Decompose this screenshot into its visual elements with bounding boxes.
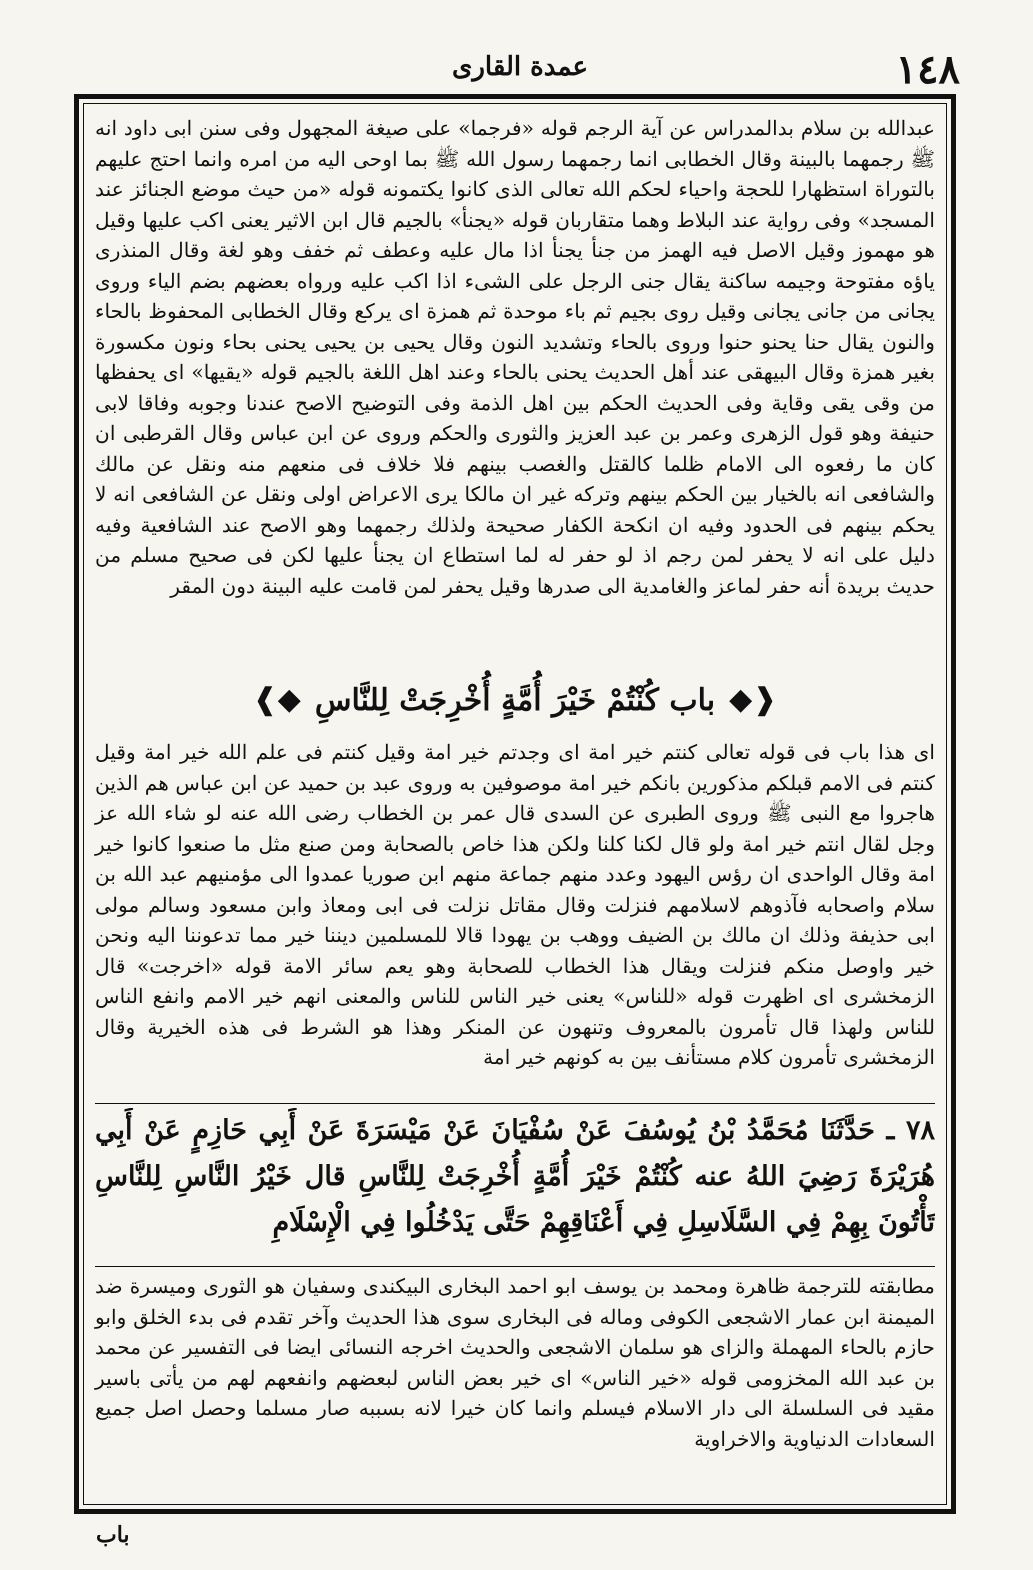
heading-ornament-right-icon: ❰◆ <box>729 682 778 717</box>
commentary-paragraph-1: عبدالله بن سلام بدالمدراس عن آية الرجم قوله «فرجما» على صيغة المجهول وفى سنن ابى داود انه ﷺ رجمهما بالبينة وقال الخطابى انما رجمهما رسول الله ﷺ بما اوحى اليه من امره وانما احتج عليهم بالتوراة استظهارا للحجة واحياء لحكم الله تعالى الذى كانوا يكتمونه قوله «من حيث موضع الجنائز عند المسجد» وفى رواية عند البلاط وهما متقاربان قوله «يجنأ» بالجيم قال ابن الاثير يعنى اكب عليها وقيل هو مهموز وقيل الاصل فيه الهمز من جنأ يجنأ اذا مال عليه وعطف ثم خفف وهو لغة وقال المنذرى ياؤه مفتوحة وجيمه ساكنة يقال جنى الرجل على الشىء اذا اكب عليه ورواه بعضهم بضم الياء وروى يجانى من جانى يجانى وقيل روى بجيم ثم باء موحدة ثم همزة اى يركع وقال الخطابى المحفوظ بالحاء والنون يقال حنا يحنو حنوا وروى بالحاء وتشديد النون وقال يحيى بن يحيى يحنى بحاء ونون مكسورة بغير همزة وقال البيهقى عند أهل الحديث يحنى بالحاء وعند اهل اللغة بالجيم قوله «يقيها» اى يحفظها من وقى يقى وقاية وفى الحديث الحكم بين اهل الذمة وفى التوضيح الاصح عندنا وجوبه وفاقا لابى حنيفة وهو قول الزهرى وعمر بن عبد العزيز والثورى والحكم وروى عن ابن عباس وقال القرطبى ان كان ما رفعوه الى الامام ظلما كالقتل والغصب بينهم فلا خلاف فى منعهم منه ونقل عن مالك والشافعى انه بالخيار بين الحكم بينهم وتركه غير ان مالكا يرى الاعراض اولى ونقل عن الشافعى انه لا يحكم بينهم فى الحدود وفيه ان انكحة الكفار صحيحة ولذلك رجمهما وهو الاصح عند الشافعية وفيه دليل على انه لا يحفر لمن رجم اذ لو حفر له لما استطاع ان يجنأ عليها لكن فى صحيح مسلم من حديث بريدة أنه حفر لماعز والغامدية الى صدرها وقيل يحفر لمن قامت عليه البينة دون المقر <box>95 116 935 598</box>
running-title: عمدة القارى <box>452 52 588 82</box>
page-number: ١٤٨ <box>895 46 960 93</box>
hadith-text: ٧٨ ـ حَدَّثَنَا مُحَمَّدُ بْنُ يُوسُفَ عَنْ سُفْيَانَ عَنْ مَيْسَرَةَ عَنْ أَبِي حَازِمٍ عَنْ أَبِي هُرَيْرَةَ رَضِيَ اللهُ عنه كُنْتُمْ خَيْرَ أُمَّةٍ أُخْرِجَتْ لِلنَّاسِ قال خَيْرُ النَّاسِ لِلنَّاسِ تَأْتُونَ بِهِمْ فِي السَّلَاسِلِ فِي أَعْنَاقِهِمْ حَتَّى يَدْخُلُوا فِي الْإِسْلَامِ <box>95 1115 935 1238</box>
chapter-heading-text: باب كُنْتُمْ خَيْرَ أُمَّةٍ أُخْرِجَتْ لِلنَّاسِ <box>314 682 716 718</box>
catchword: باب <box>96 1522 130 1548</box>
divider-rule <box>95 1103 935 1104</box>
commentary-paragraph-3: مطابقته للترجمة ظاهرة ومحمد بن يوسف ابو احمد البخارى البيكندى وسفيان هو الثورى وميسرة ضد الميمنة ابن عمار الاشجعى الكوفى وماله فى البخارى سوى هذا الحديث وآخر تقدم فى بدء الخلق وابو حازم بالحاء المهملة والزاى هو سلمان الاشجعى والحديث اخرجه النسائى ايضا فى التفسير عن محمد بن عبد الله المخزومى قوله «خير الناس» اى خير بعض الناس لبعضهم وانفعهم لهم من يأتى باسير مقيد فى السلسلة الى دار الاسلام فيسلم وانما كان خيرا لانه بسببه صار مسلما وحصل اصل جميع السعادات الدنياوية والاخراوية <box>95 1274 935 1451</box>
page-header <box>80 46 960 93</box>
commentary-paragraph-2: اى هذا باب فى قوله تعالى كنتم خير امة اى وجدتم خير امة وقيل كنتم فى علم الله خير امة وقيل كنتم فى الامم قبلكم مذكورين بانكم خير امة موصوفين به وروى عبد بن حميد عن ابن عباس هم الذين هاجروا مع النبى ﷺ وروى الطبرى عن السدى قال عمر بن الخطاب رضى الله عنه لو شاء الله عز وجل لقال انتم خير امة ولو قال لكنا كلنا ولكن هذا خاص بالصحابة ومن صنع مثل ما صنعوا كانوا خير امة وقال الواحدى ان رؤس اليهود وعدد منهم جماعة منهم ابن صوريا عمدوا الى مؤمنيهم عبد الله بن سلام واصحابه فآذوهم لاسلامهم فنزلت وقال مقاتل نزلت فى ابى ومعاذ وابن مسعود وسالم مولى ابى حذيفة وذلك ان مالك بن الضيف ووهب بن يهودا قالا للمسلمين ديننا خير مما تدعوننا اليه ونحن خير واوصل منكم فنزلت ويقال هذا الخطاب للصحابة وهو يعم سائر الامة قوله «اخرجت» قال الزمخشرى اى اظهرت قوله «للناس» يعنى خير الناس للناس والمعنى انهم خير الامم وانفع الناس للناس ولهذا قال تأمرون بالمعروف وتنهون عن المنكر وهذا هو الشرط فى هذه الخيرية وقال الزمخشرى تأمرون كلام مستأنف بين به كونهم خير امة <box>95 740 935 1069</box>
divider-rule <box>95 1266 935 1267</box>
heading-ornament-left-icon: ◆❱ <box>252 682 301 717</box>
page-frame <box>74 94 956 1514</box>
chapter-heading <box>95 669 935 731</box>
page-content <box>95 113 935 1495</box>
